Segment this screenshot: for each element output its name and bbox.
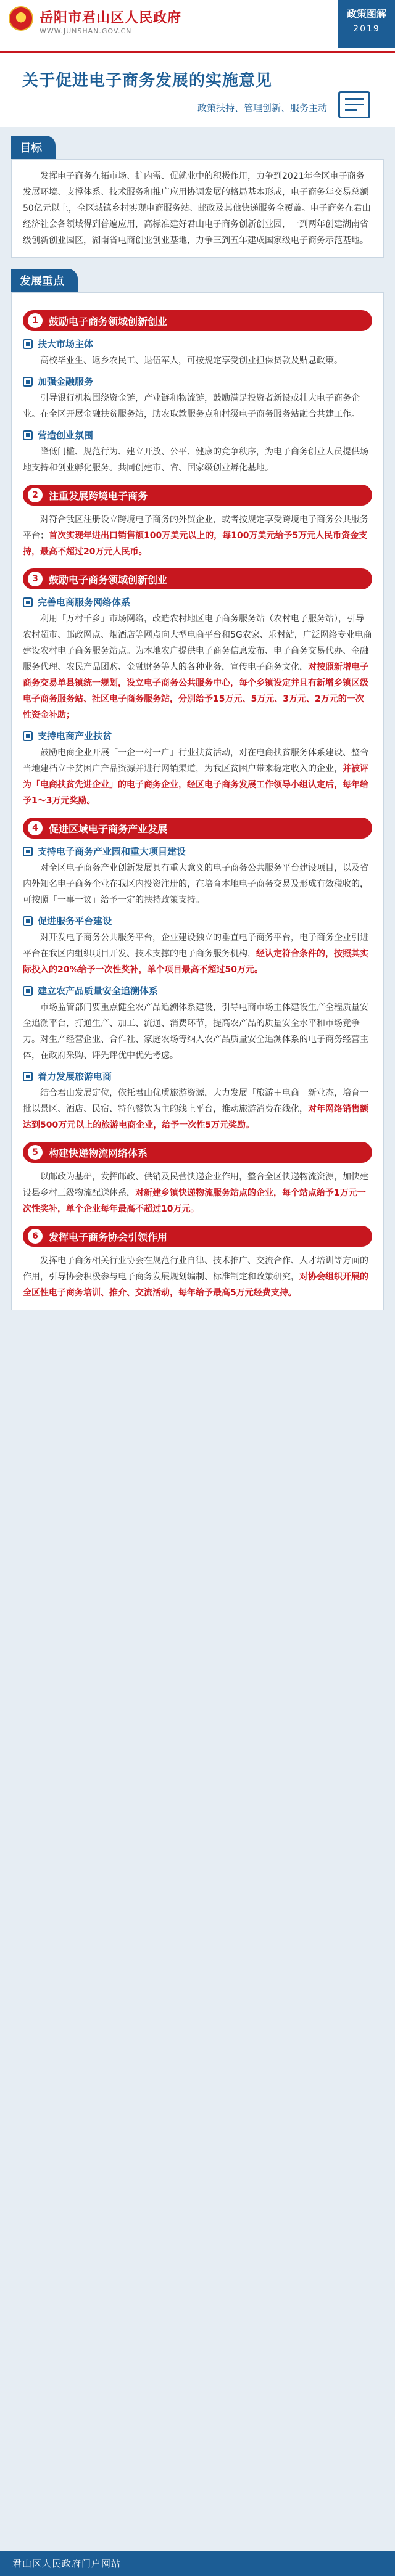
subsection-title: 建立农产品质量安全追溯体系 (38, 985, 159, 996)
section-title: 促进区域电子商务产业发展 (49, 822, 168, 835)
subsection-heading (23, 429, 372, 441)
paragraph-text: 对开发电子商务公共服务平台，企业建设独立的垂直电子商务平台，电子商务企业引进平台在我区内组织项目开发、技术支撑的电子商务服务机构， (23, 933, 368, 959)
subsection-heading (23, 914, 372, 927)
paragraph-text: 以邮政为基础，发挥邮政、供销及民营快递企业作用，整合全区快递物流资源，加快建设县乡村三级物流配送体系， (23, 1172, 368, 1198)
focus-section-header (23, 1142, 372, 1163)
highlighted-text: 对新建乡镇快递物流服务站点的企业，每个站点给予1万元一次性奖补，单个企业每年最高不超过10万元。 (23, 1188, 366, 1214)
subsection-title: 营造创业氛围 (38, 430, 94, 441)
subsection-title: 着力发展旅游电商 (38, 1071, 112, 1082)
paragraph-text: 对全区电子商务产业创新发展具有重大意义的电子商务公共服务平台建设项目，以及省内外知名电子商务企业在我区内投资注册的，在培育本地电子商务交易及形成有效税收的，可按照「一事一议」给予一定的扶持政策支持。 (23, 863, 368, 905)
goal-section (0, 136, 395, 159)
subsection-title: 支持电商产业扶贫 (38, 731, 112, 742)
subsection-title: 加强金融服务 (38, 376, 94, 387)
section-paragraph (23, 999, 372, 1064)
section-paragraph (23, 1169, 372, 1217)
paragraph-text: 引导银行机构围绕资金链，产业链和物流链，鼓励满足投资者新设或壮大电子商务企业。在全区开展金融扶贫服务站，助农取款服务点和村级电子商务服务站融合共建工作。 (23, 393, 360, 419)
subsection-heading (23, 596, 372, 609)
subsection-heading (23, 845, 372, 858)
focus-section-header (23, 1226, 372, 1247)
focus-section (0, 269, 395, 292)
document-icon (338, 91, 370, 118)
focus-section-header (23, 310, 372, 331)
page-title: 关于促进电子商务发展的实施意见 (22, 72, 273, 90)
subsection-heading (23, 1070, 372, 1083)
square-bullet-icon (23, 1072, 33, 1081)
square-bullet-icon (23, 986, 33, 996)
focus-section-header (23, 568, 372, 589)
subsection-heading (23, 375, 372, 388)
highlighted-text: 并被评为「电商扶贫先进企业」的电子商务企业，经区电子商务发展工作领导小组认定后，每年给予1～3万元奖励。 (23, 764, 368, 806)
subsection-heading (23, 337, 372, 350)
site-header (0, 0, 395, 53)
section-title: 注重发展跨境电子商务 (49, 490, 148, 502)
section-number: 6 (28, 1229, 43, 1244)
section-paragraph (23, 1253, 372, 1301)
paragraph-text: 高校毕业生、返乡农民工、退伍军人，可按规定享受创业担保贷款及贴息政策。 (40, 356, 343, 366)
paragraph-text: 市场监管部门要重点健全农产品追溯体系建设，引导电商市场主体建设生产全程质量安全追溯平台，打通生产、加工、流通、消费环节，提高农产品的质量安全水平和市场竞争力。对生产经营企业、合作社、家庭农场等纳入农产品质量安全追溯体系的电子商务经营主体，在政府采购、评先评优中优先考虑。 (23, 1003, 368, 1060)
subsection-heading (23, 729, 372, 742)
national-emblem-icon (9, 6, 33, 31)
focus-section-header (23, 485, 372, 506)
section-title: 发挥电子商务协会引领作用 (49, 1231, 168, 1243)
goal-text: 发挥电子商务在拓市场、扩内需、促就业中的积极作用，力争到2021年全区电子商务发展环境、支撑体系、技术服务和推广应用协调发展的格局基本形成，电子商务年交易总额50亿元以上，全区城镇乡村实现电商服务站、邮政及其他快递服务全覆盖。电子商务在君山经济社会各领域得到普遍应用，高标准建好君山电子商务创新创业园，一到两年创建湖南省级创新创业园区，湖南省电商创业创业基地，力争三到五年建成国家级电子商务示范基地。 (23, 171, 371, 245)
paragraph-text: 利用「万村千乡」市场网络，改造农村地区电子商务服务站（农村电子服务站），引导农村超市、邮政网点、烟酒店等网点向大型电商平台和5G农家、乐村站，广泛网络专业电商建设农村电子商务服务站点。为本地农户提供电子商务信息发布、电子商务交易代办、金融服务代理、农民产品团购、金融财务等人的各种业务，宣传电子商务文化， (23, 614, 372, 672)
site-footer (0, 2551, 395, 2576)
goal-tab: 目标 (11, 136, 56, 159)
focus-card (11, 292, 384, 1310)
section-paragraph (23, 512, 372, 560)
site-url[interactable]: WWW.JUNSHAN.GOV.CN (40, 27, 132, 35)
highlighted-text: 对按照新增电子商务交易单县镇统一规划，设立电子商务公共服务中心，每个乡镇设定并且有新增乡镇区级电子商务服务站、社区电子商务服务站，分别给予15万元、5万元、3万元、2万元的一次性资金补助； (23, 662, 368, 720)
badge-line1: 政策图解 (346, 8, 386, 20)
section-title: 鼓励电子商务领域创新创业 (49, 315, 168, 327)
focus-tab: 发展重点 (11, 269, 78, 292)
title-area (0, 53, 395, 127)
paragraph-text: 鼓励电商企业开展「一企一村一户」行业扶贫活动，对在电商扶贫服务体系建设、整合当地建档立卡贫困户产品资源并进行网销渠道，为我区贫困户带来稳定收入的企业， (23, 748, 368, 774)
subsection-heading (23, 984, 372, 997)
subsection-title: 促进服务平台建设 (38, 916, 112, 927)
square-bullet-icon (23, 377, 33, 387)
square-bullet-icon (23, 847, 33, 856)
page-subtitle: 政策扶持、管理创新、服务主动 (197, 102, 327, 113)
section-paragraph (23, 1085, 372, 1133)
highlighted-text: 首次实现年进出口销售额100万美元以上的，每100万美元给予5万元人民币资金支持，最高不超过20万元人民币。 (23, 531, 368, 557)
section-number: 2 (28, 488, 43, 502)
section-paragraph (23, 930, 372, 978)
highlighted-text: 对协会组织开展的全区性电子商务培训、推介、交流活动，每年给予最高5万元经费支持。 (23, 1272, 368, 1298)
paragraph-text: 结合君山发展定位，依托君山优质旅游资源，大力发展「旅游＋电商」新业态，培育一批以景区、酒店、民宿、特色餐饮为主的线上平台，推动旅游消费在线化， (23, 1088, 368, 1114)
highlighted-text: 经认定符合条件的，按照其实际投入的20%给予一次性奖补，单个项目最高不超过50万元。 (23, 949, 368, 975)
highlighted-text: 对年网络销售额达到500万元以上的旅游电商企业，给予一次性5万元奖励。 (23, 1104, 368, 1130)
paragraph-text: 发挥电子商务相关行业协会在规范行业自律、技术推广、交流合作、人才培训等方面的作用，引导协会积极参与电子商务发展规划编制、标准制定和政策研究， (23, 1256, 368, 1282)
section-paragraph (23, 745, 372, 809)
section-number: 5 (28, 1145, 43, 1160)
subsection-title: 支持电子商务产业园和重大项目建设 (38, 846, 186, 857)
section-number: 3 (28, 572, 43, 586)
section-title: 鼓励电子商务领域创新创业 (49, 573, 168, 586)
square-bullet-icon (23, 916, 33, 926)
policy-badge (338, 0, 395, 48)
section-paragraph (23, 860, 372, 908)
square-bullet-icon (23, 731, 33, 741)
paragraph-text: 降低门槛、规范行为、建立开放、公平、健康的竞争秩序，为电子商务创业人员提供场地支持和创业孵化服务。共同创建市、省、国家级创业孵化基地。 (23, 447, 368, 473)
square-bullet-icon (23, 597, 33, 607)
section-number: 4 (28, 821, 43, 835)
goal-card (11, 159, 384, 258)
section-title: 构建快递物流网络体系 (49, 1147, 148, 1159)
square-bullet-icon (23, 430, 33, 440)
footer-text[interactable]: 君山区人民政府门户网站 (12, 2558, 122, 2569)
section-number: 1 (28, 313, 43, 328)
site-title[interactable]: 岳阳市君山区人民政府 (40, 10, 182, 26)
subsection-title: 完善电商服务网络体系 (38, 597, 131, 608)
square-bullet-icon (23, 339, 33, 349)
section-paragraph (23, 444, 372, 476)
focus-section-header (23, 818, 372, 839)
paragraph-text: 对符合我区注册设立跨境电子商务的外贸企业，或者按规定享受跨境电子商务公共服务平台； (23, 515, 368, 541)
section-paragraph (23, 611, 372, 723)
subsection-title: 扶大市场主体 (38, 338, 94, 350)
section-paragraph (23, 353, 372, 369)
section-paragraph (23, 390, 372, 422)
badge-line2: 2019 (353, 24, 380, 34)
